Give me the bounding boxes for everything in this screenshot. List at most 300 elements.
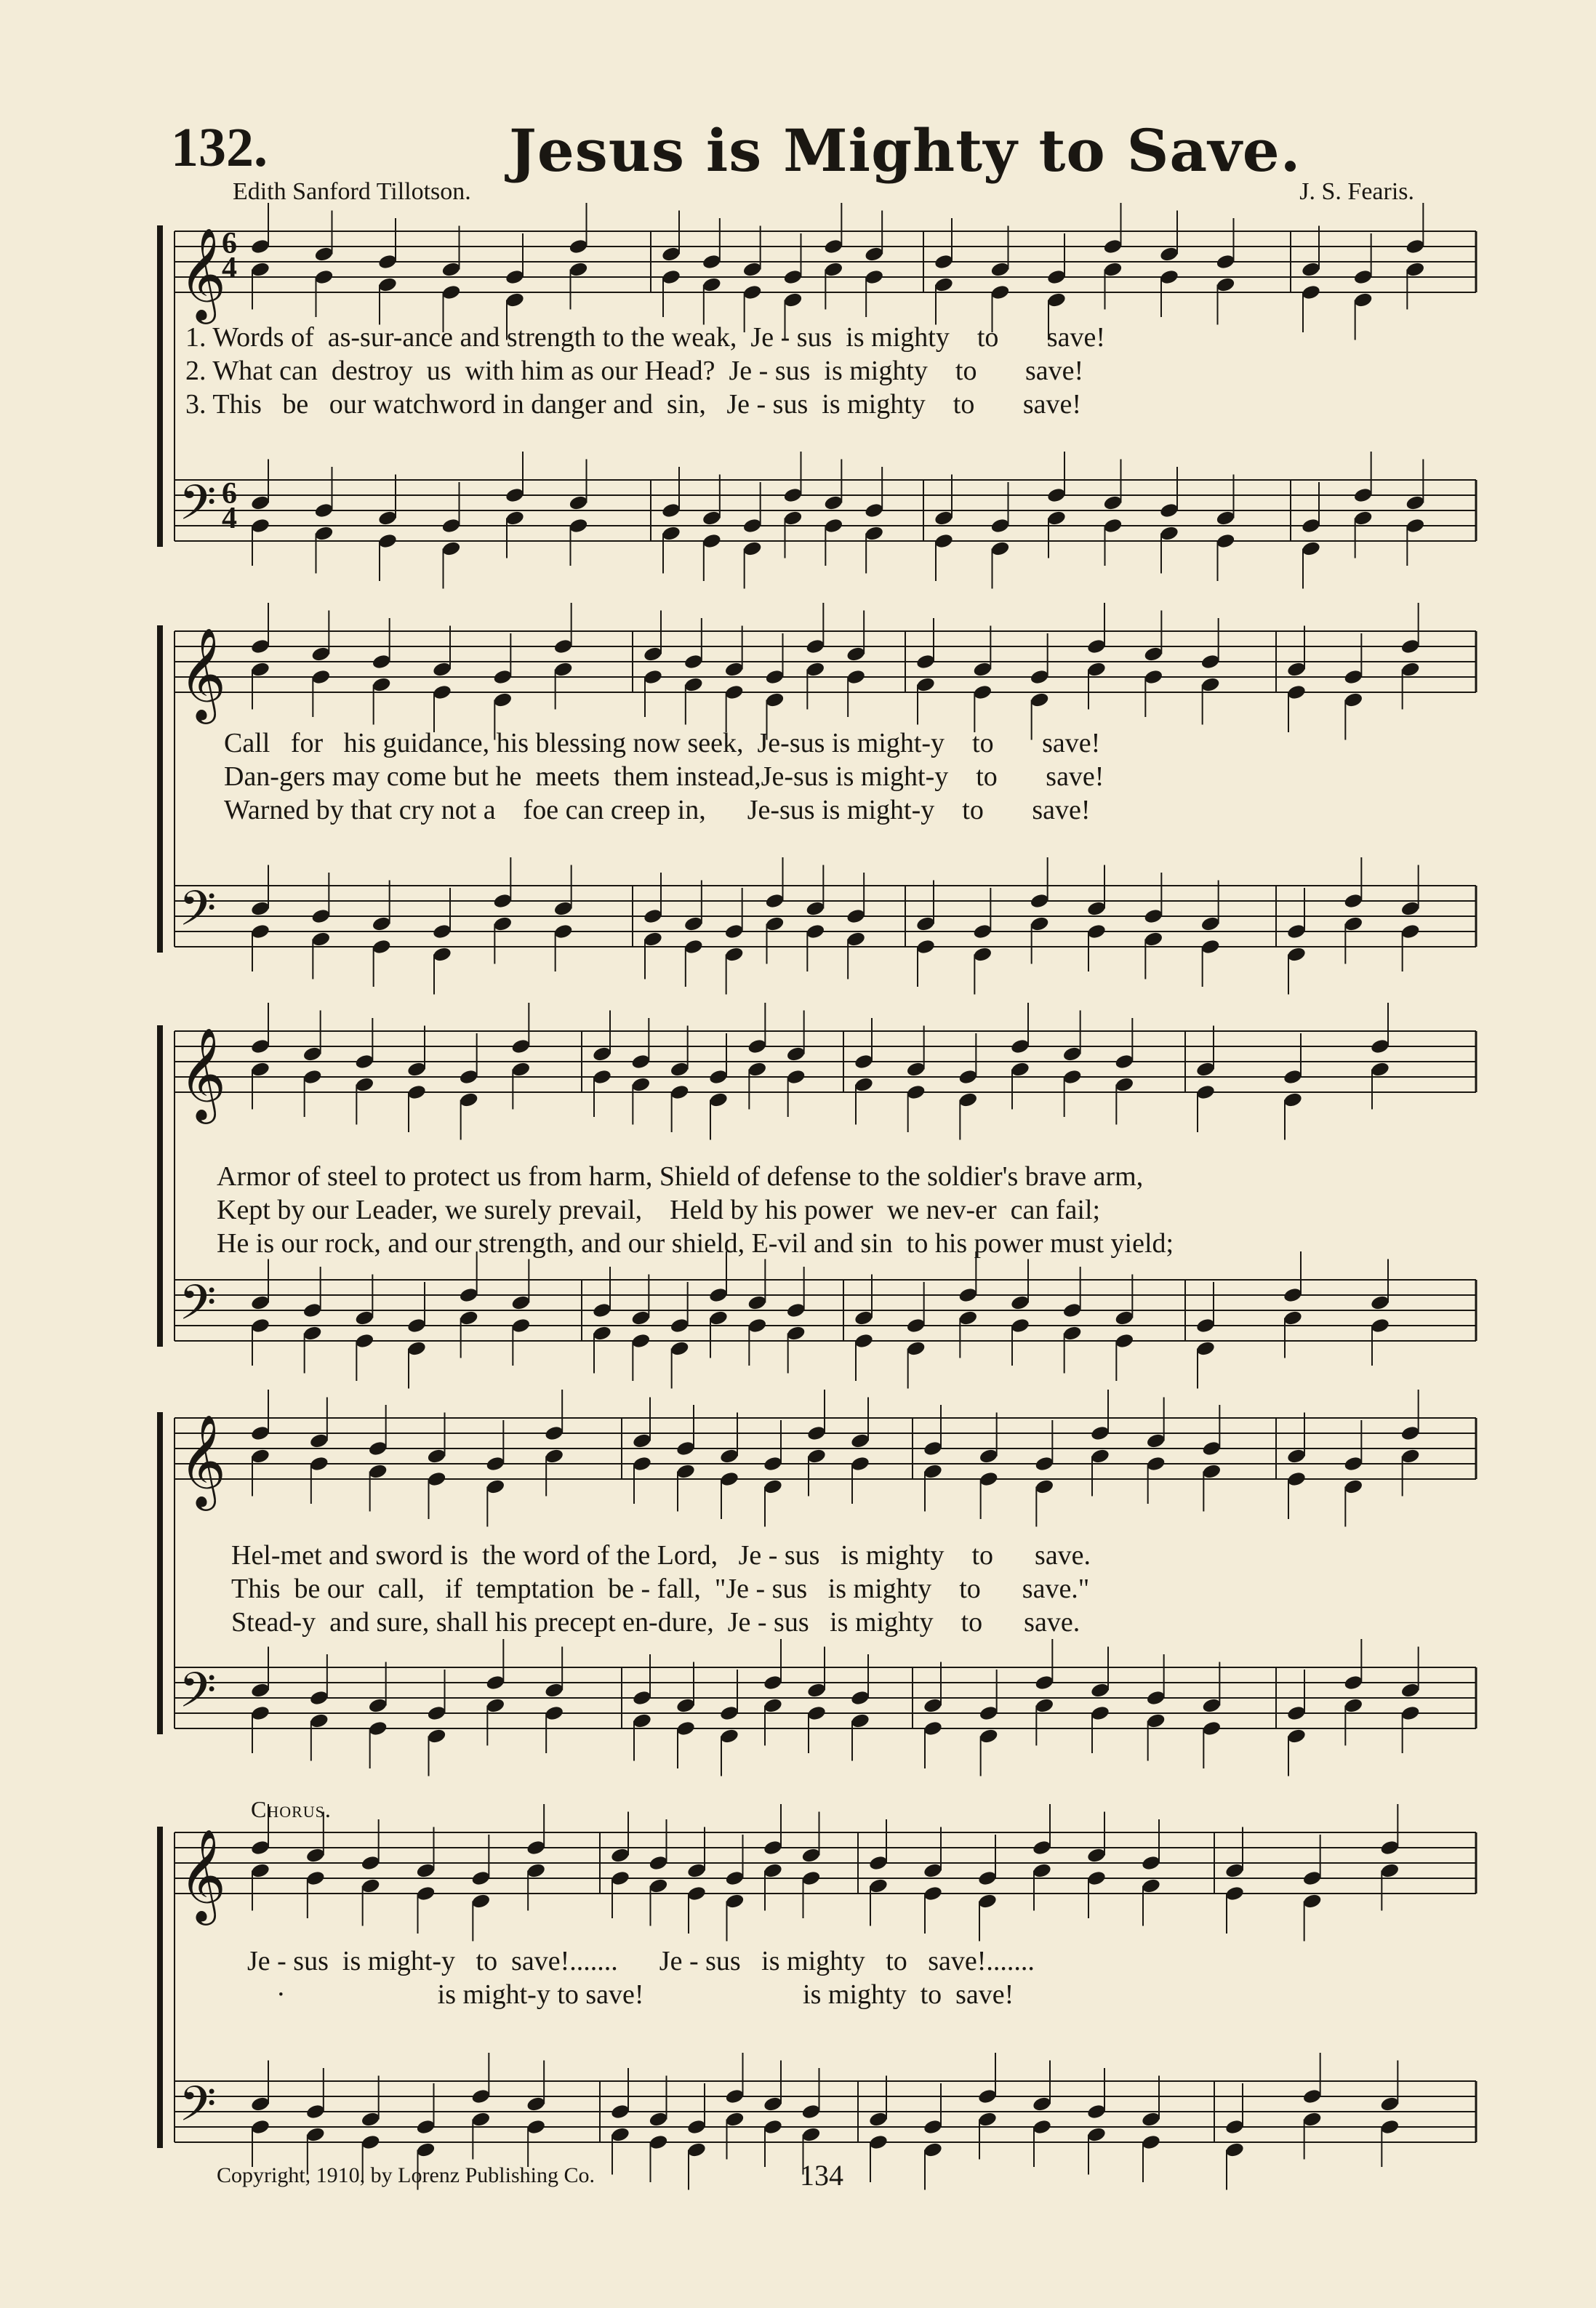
notehead (553, 661, 574, 678)
notehead (648, 1878, 668, 1894)
notehead (801, 2103, 821, 2120)
notehead (806, 1425, 827, 1441)
bass-clef-icon: 𝄢 (179, 881, 217, 948)
notehead (1090, 1682, 1110, 1699)
notehead (683, 915, 704, 932)
notehead (250, 900, 270, 917)
notehead (683, 938, 704, 955)
notehead (368, 1440, 388, 1456)
notehead (310, 668, 331, 685)
notehead (553, 900, 574, 917)
notehead (1143, 646, 1163, 662)
notehead (1062, 1325, 1083, 1342)
notehead (1283, 1068, 1303, 1085)
notehead (1353, 486, 1374, 503)
notehead (1302, 1870, 1323, 1886)
notehead (1286, 1704, 1307, 1721)
notehead (923, 1440, 943, 1456)
notehead (305, 2126, 326, 2143)
notehead (763, 1674, 783, 1691)
notehead (310, 646, 331, 662)
notehead (432, 946, 452, 963)
notehead (850, 1689, 870, 1706)
notehead (250, 1038, 270, 1054)
notehead (801, 2126, 821, 2143)
notehead (724, 661, 745, 678)
notehead (1010, 1061, 1030, 1078)
notehead (1141, 2111, 1161, 2128)
notehead (846, 931, 866, 947)
notehead (648, 1854, 668, 1871)
notehead (977, 1870, 998, 1886)
lyric-line: Warned by that cry not a foe can creep in, Je-sus is might-y to save! (224, 795, 1091, 825)
notehead (372, 676, 392, 693)
notehead (724, 946, 745, 963)
bass-clef-icon: 𝄢 (179, 2076, 217, 2144)
notehead (302, 1302, 323, 1318)
notehead (632, 1689, 652, 1706)
notehead (1400, 1704, 1421, 1721)
notehead (1201, 1440, 1222, 1456)
lyric-line: 1. Words of as-sur-ance and strength to the weak, Je - sus is mighty to save! (185, 322, 1106, 353)
notehead (850, 1455, 870, 1472)
notehead (906, 1317, 926, 1334)
notehead (1086, 2126, 1107, 2143)
time-sig-lower: 4 (222, 252, 237, 285)
notehead (747, 1294, 767, 1311)
notehead (313, 502, 334, 518)
notehead (1143, 907, 1163, 924)
notehead (854, 1332, 874, 1349)
notehead (923, 1885, 943, 1902)
notehead (1302, 2088, 1323, 2104)
notehead (990, 517, 1010, 534)
notehead (305, 2103, 326, 2120)
notehead (1286, 923, 1307, 939)
notehead (724, 923, 745, 939)
notehead (661, 268, 681, 285)
notehead (415, 1885, 436, 1902)
notehead (724, 1870, 745, 1886)
notehead (906, 1340, 926, 1357)
notehead (459, 1091, 479, 1108)
notehead (1034, 1478, 1054, 1495)
notehead (786, 1046, 806, 1062)
notehead (1370, 1294, 1390, 1311)
notehead (661, 502, 681, 518)
notehead (372, 653, 392, 670)
notehead (801, 1847, 821, 1864)
notehead (610, 2103, 630, 2120)
notehead (250, 1839, 270, 1856)
notehead (719, 1470, 739, 1487)
notehead (1215, 276, 1235, 293)
notehead (1215, 510, 1235, 526)
notehead (1114, 1332, 1134, 1349)
notehead (923, 1463, 943, 1480)
notehead (675, 1440, 696, 1456)
treble-clef-icon: 𝄞 (179, 1414, 227, 1507)
notehead (1343, 692, 1363, 708)
notehead (763, 1839, 783, 1856)
notehead (958, 1310, 978, 1326)
notehead (305, 1870, 326, 1886)
notehead (806, 1448, 827, 1464)
notehead (568, 261, 588, 278)
notehead (864, 502, 884, 518)
notehead (377, 276, 398, 293)
notehead (823, 517, 843, 534)
notehead (1343, 1674, 1363, 1691)
notehead (724, 2088, 745, 2104)
treble-clef-icon: 𝄞 (179, 627, 227, 720)
notehead (1405, 494, 1425, 511)
notehead (742, 261, 763, 278)
notehead (1400, 1448, 1421, 1464)
notehead (1141, 1878, 1161, 1894)
notehead (747, 1317, 767, 1334)
notehead (801, 1870, 821, 1886)
notehead (1379, 1839, 1400, 1856)
notehead (630, 1053, 651, 1070)
notehead (632, 1433, 652, 1449)
notehead (492, 915, 513, 932)
notehead (432, 661, 452, 678)
notehead (1159, 525, 1179, 542)
notehead (1046, 292, 1067, 308)
notehead (702, 510, 722, 526)
notehead (610, 1847, 630, 1864)
notehead (763, 2118, 783, 2135)
notehead (854, 1076, 874, 1093)
notehead (990, 261, 1010, 278)
notehead (441, 261, 461, 278)
treble-clef-icon: 𝄞 (179, 1828, 227, 1921)
notehead (1302, 2111, 1323, 2128)
notehead (354, 1310, 374, 1326)
notehead (1159, 502, 1179, 518)
notehead (354, 1332, 374, 1349)
notehead (1062, 1046, 1083, 1062)
notehead (977, 1893, 998, 1910)
notehead (990, 540, 1010, 557)
notehead (354, 1053, 374, 1070)
notehead (972, 946, 993, 963)
notehead (868, 2111, 889, 2128)
notehead (1195, 1061, 1216, 1078)
notehead (1379, 2096, 1400, 2112)
notehead (1215, 532, 1235, 549)
notehead (250, 923, 270, 939)
notehead (763, 1478, 783, 1495)
notehead (958, 1068, 978, 1085)
lyric-line: 2. What can destroy us with him as our Head? Je - sus is mighty to save! (185, 356, 1084, 386)
notehead (1343, 915, 1363, 932)
notehead (526, 1839, 546, 1856)
notehead (250, 1294, 270, 1311)
notehead (648, 2133, 668, 2150)
notehead (1146, 1455, 1166, 1472)
notehead (632, 1712, 652, 1729)
notehead (648, 2111, 668, 2128)
hymn-title: Jesus is Mighty to Save. (509, 116, 1302, 185)
notehead (250, 661, 270, 678)
notehead (415, 2141, 436, 2158)
notehead (1046, 486, 1067, 503)
notehead (1370, 1038, 1390, 1054)
notehead (415, 1862, 436, 1879)
notehead (1159, 246, 1179, 263)
notehead (302, 1325, 323, 1342)
notehead (302, 1068, 323, 1085)
notehead (1224, 1885, 1245, 1902)
notehead (553, 638, 574, 654)
notehead (568, 238, 588, 255)
bass-clef-icon: 𝄢 (179, 475, 217, 542)
notehead (426, 1704, 446, 1721)
notehead (979, 1728, 999, 1744)
notehead (510, 1317, 531, 1334)
notehead (661, 525, 681, 542)
notehead (459, 1286, 479, 1303)
notehead (990, 284, 1010, 300)
notehead (1353, 268, 1374, 285)
copyright-notice: Copyright, 1910, by Lorenz Publishing Co. (217, 2163, 595, 2187)
notehead (786, 1325, 806, 1342)
notehead (850, 1712, 870, 1729)
notehead (1086, 1870, 1107, 1886)
notehead (250, 1317, 270, 1334)
notehead (979, 1448, 999, 1464)
notehead (309, 1712, 329, 1729)
treble-clef-icon: 𝄞 (179, 227, 227, 320)
notehead (747, 1038, 767, 1054)
notehead (683, 676, 704, 693)
lyric-line: Armor of steel to protect us from harm, Shield of defense to the soldier's brave arm, (217, 1161, 1144, 1192)
notehead (310, 931, 331, 947)
notehead (915, 676, 936, 693)
notehead (592, 1302, 612, 1318)
notehead (1201, 1463, 1222, 1480)
notehead (377, 532, 398, 549)
notehead (1353, 510, 1374, 526)
notehead (485, 1697, 505, 1714)
notehead (643, 931, 663, 947)
notehead (250, 1704, 270, 1721)
notehead (1114, 1053, 1134, 1070)
notehead (426, 1728, 446, 1744)
notehead (1400, 900, 1421, 917)
notehead (459, 1068, 479, 1085)
notehead (309, 1689, 329, 1706)
notehead (702, 276, 722, 293)
notehead (1030, 892, 1050, 909)
notehead (492, 668, 513, 685)
notehead (806, 1704, 827, 1721)
lyric-line: He is our rock, and our strength, and our shield, E-vil and sin to his power must yield; (217, 1228, 1174, 1259)
notehead (1224, 2118, 1245, 2135)
notehead (313, 246, 334, 263)
notehead (934, 253, 954, 270)
notehead (1343, 1455, 1363, 1472)
notehead (906, 1061, 926, 1078)
notehead (250, 238, 270, 255)
notehead (1405, 238, 1425, 255)
notehead (305, 1847, 326, 1864)
notehead (1034, 1674, 1054, 1691)
notehead (406, 1061, 427, 1078)
notehead (1102, 238, 1123, 255)
notehead (630, 1332, 651, 1349)
notehead (1046, 510, 1067, 526)
notehead (958, 1286, 978, 1303)
notehead (670, 1340, 690, 1357)
notehead (1215, 253, 1235, 270)
notehead (806, 1682, 827, 1699)
notehead (764, 915, 785, 932)
notehead (934, 510, 954, 526)
notehead (1201, 1697, 1222, 1714)
notehead (1102, 517, 1123, 534)
notehead (972, 684, 993, 700)
notehead (747, 1061, 767, 1078)
notehead (1030, 915, 1050, 932)
notehead (643, 646, 663, 662)
notehead (505, 486, 525, 503)
notehead (923, 2141, 943, 2158)
notehead (610, 1870, 630, 1886)
notehead (372, 938, 392, 955)
notehead (1086, 923, 1107, 939)
notehead (979, 1704, 999, 1721)
notehead (470, 1870, 491, 1886)
notehead (630, 1310, 651, 1326)
notehead (1224, 1862, 1245, 1879)
notehead (592, 1068, 612, 1085)
notehead (354, 1076, 374, 1093)
notehead (470, 2088, 491, 2104)
notehead (1062, 1302, 1083, 1318)
notehead (854, 1053, 874, 1070)
notehead (441, 284, 461, 300)
notehead (1283, 1310, 1303, 1326)
notehead (923, 1720, 943, 1736)
lyric-line: Kept by our Leader, we surely prevail, Held by his power we nev-er can fail; (217, 1195, 1101, 1225)
composer-credit: J. S. Fearis. (1299, 178, 1414, 205)
notehead (670, 1061, 690, 1078)
notehead (544, 1425, 564, 1441)
lyric-line: Dan-gers may come but he meets them instead,Je-sus is might-y to save! (224, 761, 1104, 792)
notehead (568, 494, 588, 511)
notehead (470, 2111, 491, 2128)
notehead (708, 1091, 729, 1108)
notehead (250, 638, 270, 654)
notehead (823, 261, 843, 278)
time-signature-treble (222, 227, 237, 285)
notehead (544, 1448, 564, 1464)
notehead (742, 284, 763, 300)
notehead (1286, 1448, 1307, 1464)
notehead (1086, 900, 1107, 917)
notehead (368, 1463, 388, 1480)
notehead (686, 2141, 707, 2158)
notehead (526, 1862, 546, 1879)
notehead (505, 268, 525, 285)
notehead (864, 268, 884, 285)
notehead (1146, 1712, 1166, 1729)
notehead (1283, 1286, 1303, 1303)
notehead (1090, 1425, 1110, 1441)
notehead (1086, 661, 1107, 678)
notehead (309, 1433, 329, 1449)
notehead (250, 1682, 270, 1699)
notehead (1343, 1697, 1363, 1714)
notehead (485, 1455, 505, 1472)
notehead (1030, 668, 1050, 685)
notehead (805, 638, 825, 654)
notehead (708, 1310, 729, 1326)
notehead (923, 1697, 943, 1714)
lyric-line: · is might-y to save! is mighty to save! (276, 1979, 1014, 2010)
notehead (1400, 661, 1421, 678)
notehead (250, 1862, 270, 1879)
time-sig-upper: 6 (222, 227, 237, 260)
notehead (310, 907, 331, 924)
notehead (1343, 1478, 1363, 1495)
notehead (702, 532, 722, 549)
notehead (763, 2096, 783, 2112)
notehead (510, 1061, 531, 1078)
notehead (670, 1083, 690, 1100)
notehead (1010, 1317, 1030, 1334)
notehead (686, 2118, 707, 2135)
time-signature-bass (222, 477, 237, 535)
notehead (1400, 1682, 1421, 1699)
notehead (313, 268, 334, 285)
notehead (1301, 540, 1321, 557)
notehead (782, 486, 803, 503)
notehead (742, 517, 763, 534)
notehead (470, 1893, 491, 1910)
notehead (485, 1674, 505, 1691)
notehead (415, 2118, 436, 2135)
notehead (846, 646, 866, 662)
notehead (1400, 1425, 1421, 1441)
notehead (1343, 668, 1363, 685)
notehead (505, 510, 525, 526)
notehead (977, 2111, 998, 2128)
notehead (1146, 1689, 1166, 1706)
notehead (1032, 1839, 1052, 1856)
notehead (702, 253, 722, 270)
notehead (510, 1294, 531, 1311)
notehead (1032, 1862, 1052, 1879)
notehead (850, 1433, 870, 1449)
notehead (377, 253, 398, 270)
notehead (1046, 268, 1067, 285)
notehead (763, 1697, 783, 1714)
notehead (1286, 1728, 1307, 1744)
notehead (864, 525, 884, 542)
lyric-line: Call for his guidance, his blessing now seek, Je-sus is might-y to save! (224, 728, 1101, 758)
notehead (1343, 892, 1363, 909)
notehead (675, 1720, 696, 1736)
notehead (979, 1470, 999, 1487)
notehead (1032, 2096, 1052, 2112)
notehead (1200, 676, 1221, 693)
notehead (805, 900, 825, 917)
notehead (805, 923, 825, 939)
